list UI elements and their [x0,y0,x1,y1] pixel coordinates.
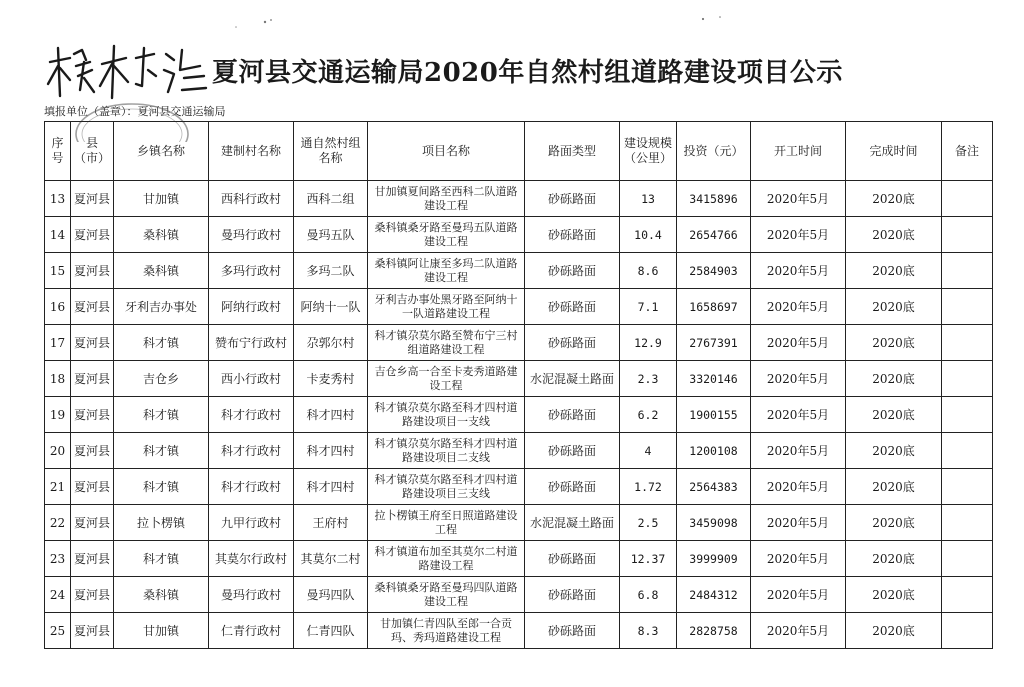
cell-scale: 12.37 [620,541,677,577]
cell-township: 甘加镇 [114,181,209,217]
cell-scale: 13 [620,181,677,217]
cell-road-type: 砂砾路面 [525,433,620,469]
cell-finish: 2020底 [846,613,942,649]
cell-finish: 2020底 [846,577,942,613]
cell-scale: 8.3 [620,613,677,649]
cell-investment: 2584903 [677,253,751,289]
cell-county: 夏河县 [71,361,114,397]
cell-investment: 2767391 [677,325,751,361]
cell-county: 夏河县 [71,577,114,613]
cell-investment: 3999909 [677,541,751,577]
cell-county: 夏河县 [71,325,114,361]
cell-road-type: 砂砾路面 [525,325,620,361]
cell-admin-village: 科才行政村 [209,397,294,433]
cell-seq: 13 [45,181,71,217]
cell-finish: 2020底 [846,181,942,217]
cell-investment: 3415896 [677,181,751,217]
cell-finish: 2020底 [846,433,942,469]
header-scale: 建设规模（公里） [620,122,677,181]
table-row [45,505,993,541]
cell-admin-village: 其莫尔行政村 [209,541,294,577]
cell-scale: 6.2 [620,397,677,433]
cell-finish: 2020底 [846,505,942,541]
cell-seq: 25 [45,613,71,649]
cell-township: 桑科镇 [114,217,209,253]
cell-road-type: 砂砾路面 [525,397,620,433]
cell-start: 2020年5月 [751,361,846,397]
cell-finish: 2020底 [846,217,942,253]
page-title: 夏河县交通运输局2020年自然村组道路建设项目公示 [212,58,843,88]
cell-project: 甘加镇夏间路至西科二队道路建设工程 [368,181,525,217]
cell-county: 夏河县 [71,469,114,505]
cell-project: 桑科镇阿让康至多玛二队道路建设工程 [368,253,525,289]
cell-remarks [942,577,993,613]
cell-project: 拉卜楞镇王府至日照道路建设工程 [368,505,525,541]
cell-project: 科才镇道布加至其莫尔二村道路建设工程 [368,541,525,577]
cell-project: 吉仓乡高一合至卡麦秀道路建设工程 [368,361,525,397]
cell-project: 牙利吉办事处黑牙路至阿纳十一队道路建设工程 [368,289,525,325]
cell-scale: 12.9 [620,325,677,361]
handwritten-signature [44,40,214,104]
cell-investment: 1658697 [677,289,751,325]
cell-start: 2020年5月 [751,325,846,361]
cell-remarks [942,253,993,289]
header-remarks: 备注 [942,122,993,181]
cell-seq: 21 [45,469,71,505]
cell-admin-village: 曼玛行政村 [209,217,294,253]
cell-natural-village: 王府村 [294,505,368,541]
cell-start: 2020年5月 [751,541,846,577]
table-row [45,325,993,361]
cell-natural-village: 仁青四队 [294,613,368,649]
cell-project: 科才镇尕莫尔路至科才四村道路建设项目二支线 [368,433,525,469]
table-row [45,433,993,469]
cell-admin-village: 西科行政村 [209,181,294,217]
cell-project: 桑科镇桑牙路至曼玛四队道路建设工程 [368,577,525,613]
cell-county: 夏河县 [71,505,114,541]
cell-natural-village: 西科二组 [294,181,368,217]
cell-county: 夏河县 [71,397,114,433]
cell-natural-village: 尕郭尔村 [294,325,368,361]
cell-township: 科才镇 [114,433,209,469]
cell-start: 2020年5月 [751,397,846,433]
cell-admin-village: 九甲行政村 [209,505,294,541]
cell-admin-village: 科才行政村 [209,433,294,469]
cell-road-type: 砂砾路面 [525,469,620,505]
table-row [45,541,993,577]
cell-seq: 16 [45,289,71,325]
cell-road-type: 砂砾路面 [525,289,620,325]
cell-investment: 3459098 [677,505,751,541]
cell-scale: 6.8 [620,577,677,613]
cell-scale: 4 [620,433,677,469]
cell-investment: 2828758 [677,613,751,649]
cell-admin-village: 赞布宁行政村 [209,325,294,361]
cell-start: 2020年5月 [751,289,846,325]
cell-township: 桑科镇 [114,253,209,289]
cell-township: 牙利吉办事处 [114,289,209,325]
cell-road-type: 水泥混凝土路面 [525,505,620,541]
cell-county: 夏河县 [71,433,114,469]
cell-township: 科才镇 [114,397,209,433]
cell-finish: 2020底 [846,253,942,289]
cell-admin-village: 科才行政村 [209,469,294,505]
table-row [45,613,993,649]
cell-remarks [942,217,993,253]
cell-finish: 2020底 [846,397,942,433]
cell-investment: 1900155 [677,397,751,433]
cell-admin-village: 仁青行政村 [209,613,294,649]
cell-remarks [942,289,993,325]
cell-scale: 2.5 [620,505,677,541]
cell-scale: 10.4 [620,217,677,253]
cell-scale: 1.72 [620,469,677,505]
cell-natural-village: 科才四村 [294,469,368,505]
cell-admin-village: 西小行政村 [209,361,294,397]
cell-remarks [942,325,993,361]
cell-seq: 15 [45,253,71,289]
cell-road-type: 砂砾路面 [525,541,620,577]
cell-scale: 7.1 [620,289,677,325]
filler-label: 填报单位（盖章）： [44,105,138,118]
cell-scale: 2.3 [620,361,677,397]
cell-township: 甘加镇 [114,613,209,649]
cell-project: 科才镇尕莫尔路至科才四村道路建设项目一支线 [368,397,525,433]
cell-investment: 1200108 [677,433,751,469]
header-project: 项目名称 [368,122,525,181]
cell-seq: 20 [45,433,71,469]
cell-remarks [942,181,993,217]
cell-road-type: 水泥混凝土路面 [525,361,620,397]
project-table [44,121,993,649]
cell-county: 夏河县 [71,541,114,577]
cell-investment: 2654766 [677,217,751,253]
cell-start: 2020年5月 [751,433,846,469]
cell-township: 桑科镇 [114,577,209,613]
cell-project: 甘加镇仁青四队至郎一合贡玛、秀玛道路建设工程 [368,613,525,649]
cell-project: 桑科镇桑牙路至曼玛五队道路建设工程 [368,217,525,253]
table-row [45,253,993,289]
cell-county: 夏河县 [71,181,114,217]
cell-start: 2020年5月 [751,469,846,505]
cell-seq: 22 [45,505,71,541]
cell-natural-village: 曼玛四队 [294,577,368,613]
cell-start: 2020年5月 [751,217,846,253]
header-start: 开工时间 [751,122,846,181]
cell-remarks [942,433,993,469]
cell-seq: 23 [45,541,71,577]
cell-admin-village: 多玛行政村 [209,253,294,289]
header-natural-village: 通自然村组名称 [294,122,368,181]
cell-road-type: 砂砾路面 [525,253,620,289]
cell-remarks [942,361,993,397]
table-row [45,217,993,253]
cell-admin-village: 曼玛行政村 [209,577,294,613]
cell-township: 吉仓乡 [114,361,209,397]
cell-township: 科才镇 [114,541,209,577]
table-row [45,181,993,217]
cell-road-type: 砂砾路面 [525,181,620,217]
cell-county: 夏河县 [71,217,114,253]
cell-county: 夏河县 [71,253,114,289]
header-road-type: 路面类型 [525,122,620,181]
cell-remarks [942,397,993,433]
cell-natural-village: 卡麦秀村 [294,361,368,397]
cell-remarks [942,541,993,577]
cell-investment: 3320146 [677,361,751,397]
cell-township: 拉卜楞镇 [114,505,209,541]
table-header-row [45,122,993,181]
cell-project: 科才镇尕莫尔路至科才四村道路建设项目三支线 [368,469,525,505]
cell-scale: 8.6 [620,253,677,289]
cell-start: 2020年5月 [751,505,846,541]
cell-finish: 2020底 [846,361,942,397]
cell-start: 2020年5月 [751,253,846,289]
cell-seq: 19 [45,397,71,433]
cell-natural-village: 科才四村 [294,397,368,433]
header-finish: 完成时间 [846,122,942,181]
cell-start: 2020年5月 [751,613,846,649]
cell-finish: 2020底 [846,469,942,505]
cell-road-type: 砂砾路面 [525,613,620,649]
cell-natural-village: 科才四村 [294,433,368,469]
cell-remarks [942,613,993,649]
cell-natural-village: 曼玛五队 [294,217,368,253]
header-investment: 投资（元） [677,122,751,181]
cell-start: 2020年5月 [751,577,846,613]
cell-natural-village: 多玛二队 [294,253,368,289]
cell-finish: 2020底 [846,325,942,361]
header-township: 乡镇名称 [114,122,209,181]
header-seq: 序号 [45,122,71,181]
cell-natural-village: 阿纳十一队 [294,289,368,325]
cell-road-type: 砂砾路面 [525,577,620,613]
cell-township: 科才镇 [114,325,209,361]
table-row [45,469,993,505]
cell-county: 夏河县 [71,613,114,649]
cell-seq: 17 [45,325,71,361]
cell-project: 科才镇尕莫尔路至赞布宁三村组道路建设工程 [368,325,525,361]
cell-county: 夏河县 [71,289,114,325]
cell-admin-village: 阿纳行政村 [209,289,294,325]
cell-start: 2020年5月 [751,181,846,217]
cell-seq: 24 [45,577,71,613]
cell-finish: 2020底 [846,541,942,577]
cell-remarks [942,469,993,505]
header-admin-village: 建制村名称 [209,122,294,181]
cell-investment: 2564383 [677,469,751,505]
cell-remarks [942,505,993,541]
table-row [45,289,993,325]
cell-township: 科才镇 [114,469,209,505]
filler-value: 夏河县交通运输局 [137,105,226,118]
cell-seq: 14 [45,217,71,253]
cell-natural-village: 其莫尔二村 [294,541,368,577]
table-row [45,361,993,397]
cell-road-type: 砂砾路面 [525,217,620,253]
cell-finish: 2020底 [846,289,942,325]
cell-investment: 2484312 [677,577,751,613]
table-row [45,577,993,613]
table-row [45,397,993,433]
cell-seq: 18 [45,361,71,397]
header-county: 县（市） [71,122,114,181]
